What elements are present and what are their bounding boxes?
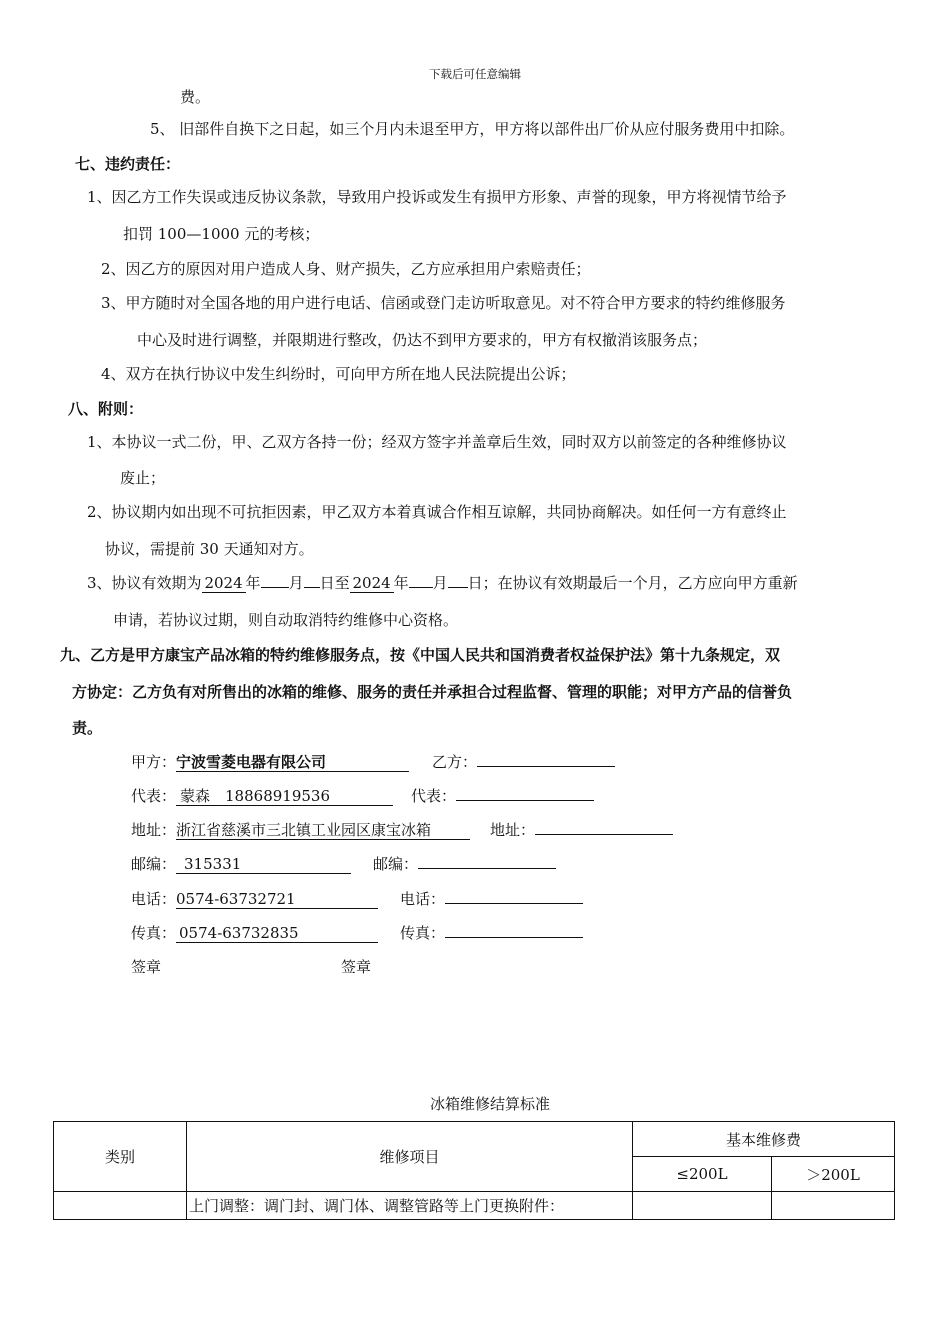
section-7-item-1-line-2: 扣罚 100—1000 元的考核； [123, 225, 320, 243]
validity-end-day-blank [448, 587, 468, 588]
row-category [54, 1192, 187, 1220]
party-b-row [432, 751, 615, 772]
seal-a-label: 签章 [131, 958, 162, 976]
validity-prefix: 3、协议有效期为 [87, 574, 202, 592]
section-8-item-1-line-1: 1、本协议一式二份，甲、乙双方各持一份；经双方签字并盖章后生效，同时双方以前签定的各种维修协议 [87, 433, 787, 451]
phone-a-value: 0574-63732721 [176, 891, 378, 909]
party-a-value: 宁波雪菱电器有限公司 [176, 754, 409, 772]
party-a-row [131, 751, 409, 772]
section-9-line-2: 方协定：乙方负有对所售出的冰箱的维修、服务的责任并承担合过程监督、管理的职能；对甲方产品的信誉负 [72, 683, 793, 701]
header-category: 类别 [54, 1122, 187, 1192]
row-gt200 [772, 1192, 895, 1220]
rep-a-row [131, 785, 393, 806]
fax-a-label: 传真： [131, 924, 177, 942]
day-to-label: 日至 [319, 574, 350, 592]
header-basic-fee: 基本维修费 [633, 1122, 895, 1157]
section-7-item-2: 2、因乙方的原因对用户造成人身、财产损失，乙方应承担用户索赔责任； [101, 260, 591, 278]
party-a-label: 甲方： [131, 753, 177, 771]
header-note: 下载后可任意编辑 [429, 67, 521, 81]
phone-b-label: 电话： [400, 890, 446, 908]
section-7-item-3-line-2: 中心及时进行调整，并限期进行整改，仍达不到甲方要求的，甲方有权撤消该服务点； [137, 331, 708, 349]
section-9-line-1: 九、乙方是甲方康宝产品冰箱的特约维修服务点，按《中国人民共和国消费者权益保护法》第十九条规定，双 [60, 646, 781, 664]
party-b-label: 乙方： [432, 753, 478, 771]
zip-a-row [131, 853, 351, 874]
party-b-value-blank [477, 766, 615, 767]
fax-a-value: 0574-63732835 [176, 925, 378, 943]
month-label: 月 [288, 574, 304, 592]
address-a-row [131, 819, 470, 840]
clause-item-5: 5、 旧部件自换下之日起，如三个月内未退至甲方，甲方将以部件出厂价从应付服务费用中扣除。 [150, 120, 795, 138]
header-item: 维修项目 [187, 1122, 633, 1192]
zip-b-label: 邮编： [373, 855, 419, 873]
table-row [54, 1192, 895, 1220]
section-7-title: 七、违约责任： [75, 155, 181, 173]
row-le200 [633, 1192, 772, 1220]
fax-b-label: 传真： [400, 924, 446, 942]
validity-start-month-blank [261, 587, 289, 588]
settlement-table [53, 1121, 895, 1220]
phone-b-value-blank [445, 903, 583, 904]
fax-b-row [400, 922, 583, 943]
address-a-label: 地址： [131, 821, 177, 839]
row-item: 上门调整：调门封、调门体、调整管路等上门更换附件： [187, 1192, 633, 1220]
month-label-2: 月 [432, 574, 448, 592]
section-9-line-3: 责。 [72, 719, 103, 737]
section-8-item-2-line-1: 2、协议期内如出现不可抗拒因素，甲乙双方本着真诚合作相互谅解，共同协商解决。如任何一方有意终止 [87, 503, 787, 521]
phone-b-row [400, 888, 583, 909]
section-8-item-1-line-2: 废止； [120, 469, 166, 487]
validity-end-year: 2024 [350, 575, 394, 593]
section-8-item-3-line-1 [87, 572, 798, 593]
address-a-value: 浙江省慈溪市三北镇工业园区康宝冰箱 [176, 822, 470, 840]
seal-b-label: 签章 [341, 958, 372, 976]
phone-a-label: 电话： [131, 890, 177, 908]
year-label: 年 [245, 574, 261, 592]
section-8-item-3-line-2: 申请，若协议过期，则自动取消特约维修中心资格。 [113, 611, 459, 629]
year-label-2: 年 [393, 574, 409, 592]
section-7-item-1-line-1: 1、因乙方工作失误或违反协议条款，导致用户投诉或发生有损甲方形象、声誉的现象，甲方将视情节给予 [87, 188, 787, 206]
section-7-item-3-line-1: 3、甲方随时对全国各地的用户进行电话、信函或登门走访听取意见。对不符合甲方要求的特约维修服务 [101, 294, 786, 312]
zip-a-label: 邮编： [131, 855, 177, 873]
continued-text: 费。 [180, 88, 211, 106]
address-b-row [490, 819, 673, 840]
zip-b-row [373, 853, 556, 874]
header-le200: ≤200L [633, 1157, 772, 1192]
address-b-value-blank [535, 834, 673, 835]
validity-end-month-blank [409, 587, 433, 588]
fax-b-value-blank [445, 937, 583, 938]
validity-start-year: 2024 [202, 575, 246, 593]
rep-b-label: 代表： [411, 787, 457, 805]
phone-a-row [131, 888, 378, 909]
zip-b-value-blank [418, 868, 556, 869]
zip-a-value: 315331 [176, 856, 351, 874]
validity-start-day-blank [304, 587, 320, 588]
table-title: 冰箱维修结算标准 [429, 1095, 550, 1113]
section-8-title: 八、附则： [68, 400, 144, 418]
rep-a-value: 蒙森 18868919536 [176, 788, 393, 806]
rep-b-row [411, 785, 594, 806]
rep-b-value-blank [456, 800, 594, 801]
section-8-item-2-line-2: 协议，需提前 30 天通知对方。 [105, 540, 314, 558]
fax-a-row [131, 922, 378, 943]
address-b-label: 地址： [490, 821, 536, 839]
validity-suffix: 日；在协议有效期最后一个月，乙方应向甲方重新 [467, 574, 798, 592]
section-7-item-4: 4、双方在执行协议中发生纠纷时，可向甲方所在地人民法院提出公诉； [101, 365, 576, 383]
header-gt200: ＞200L [772, 1157, 895, 1192]
rep-a-label: 代表： [131, 787, 177, 805]
